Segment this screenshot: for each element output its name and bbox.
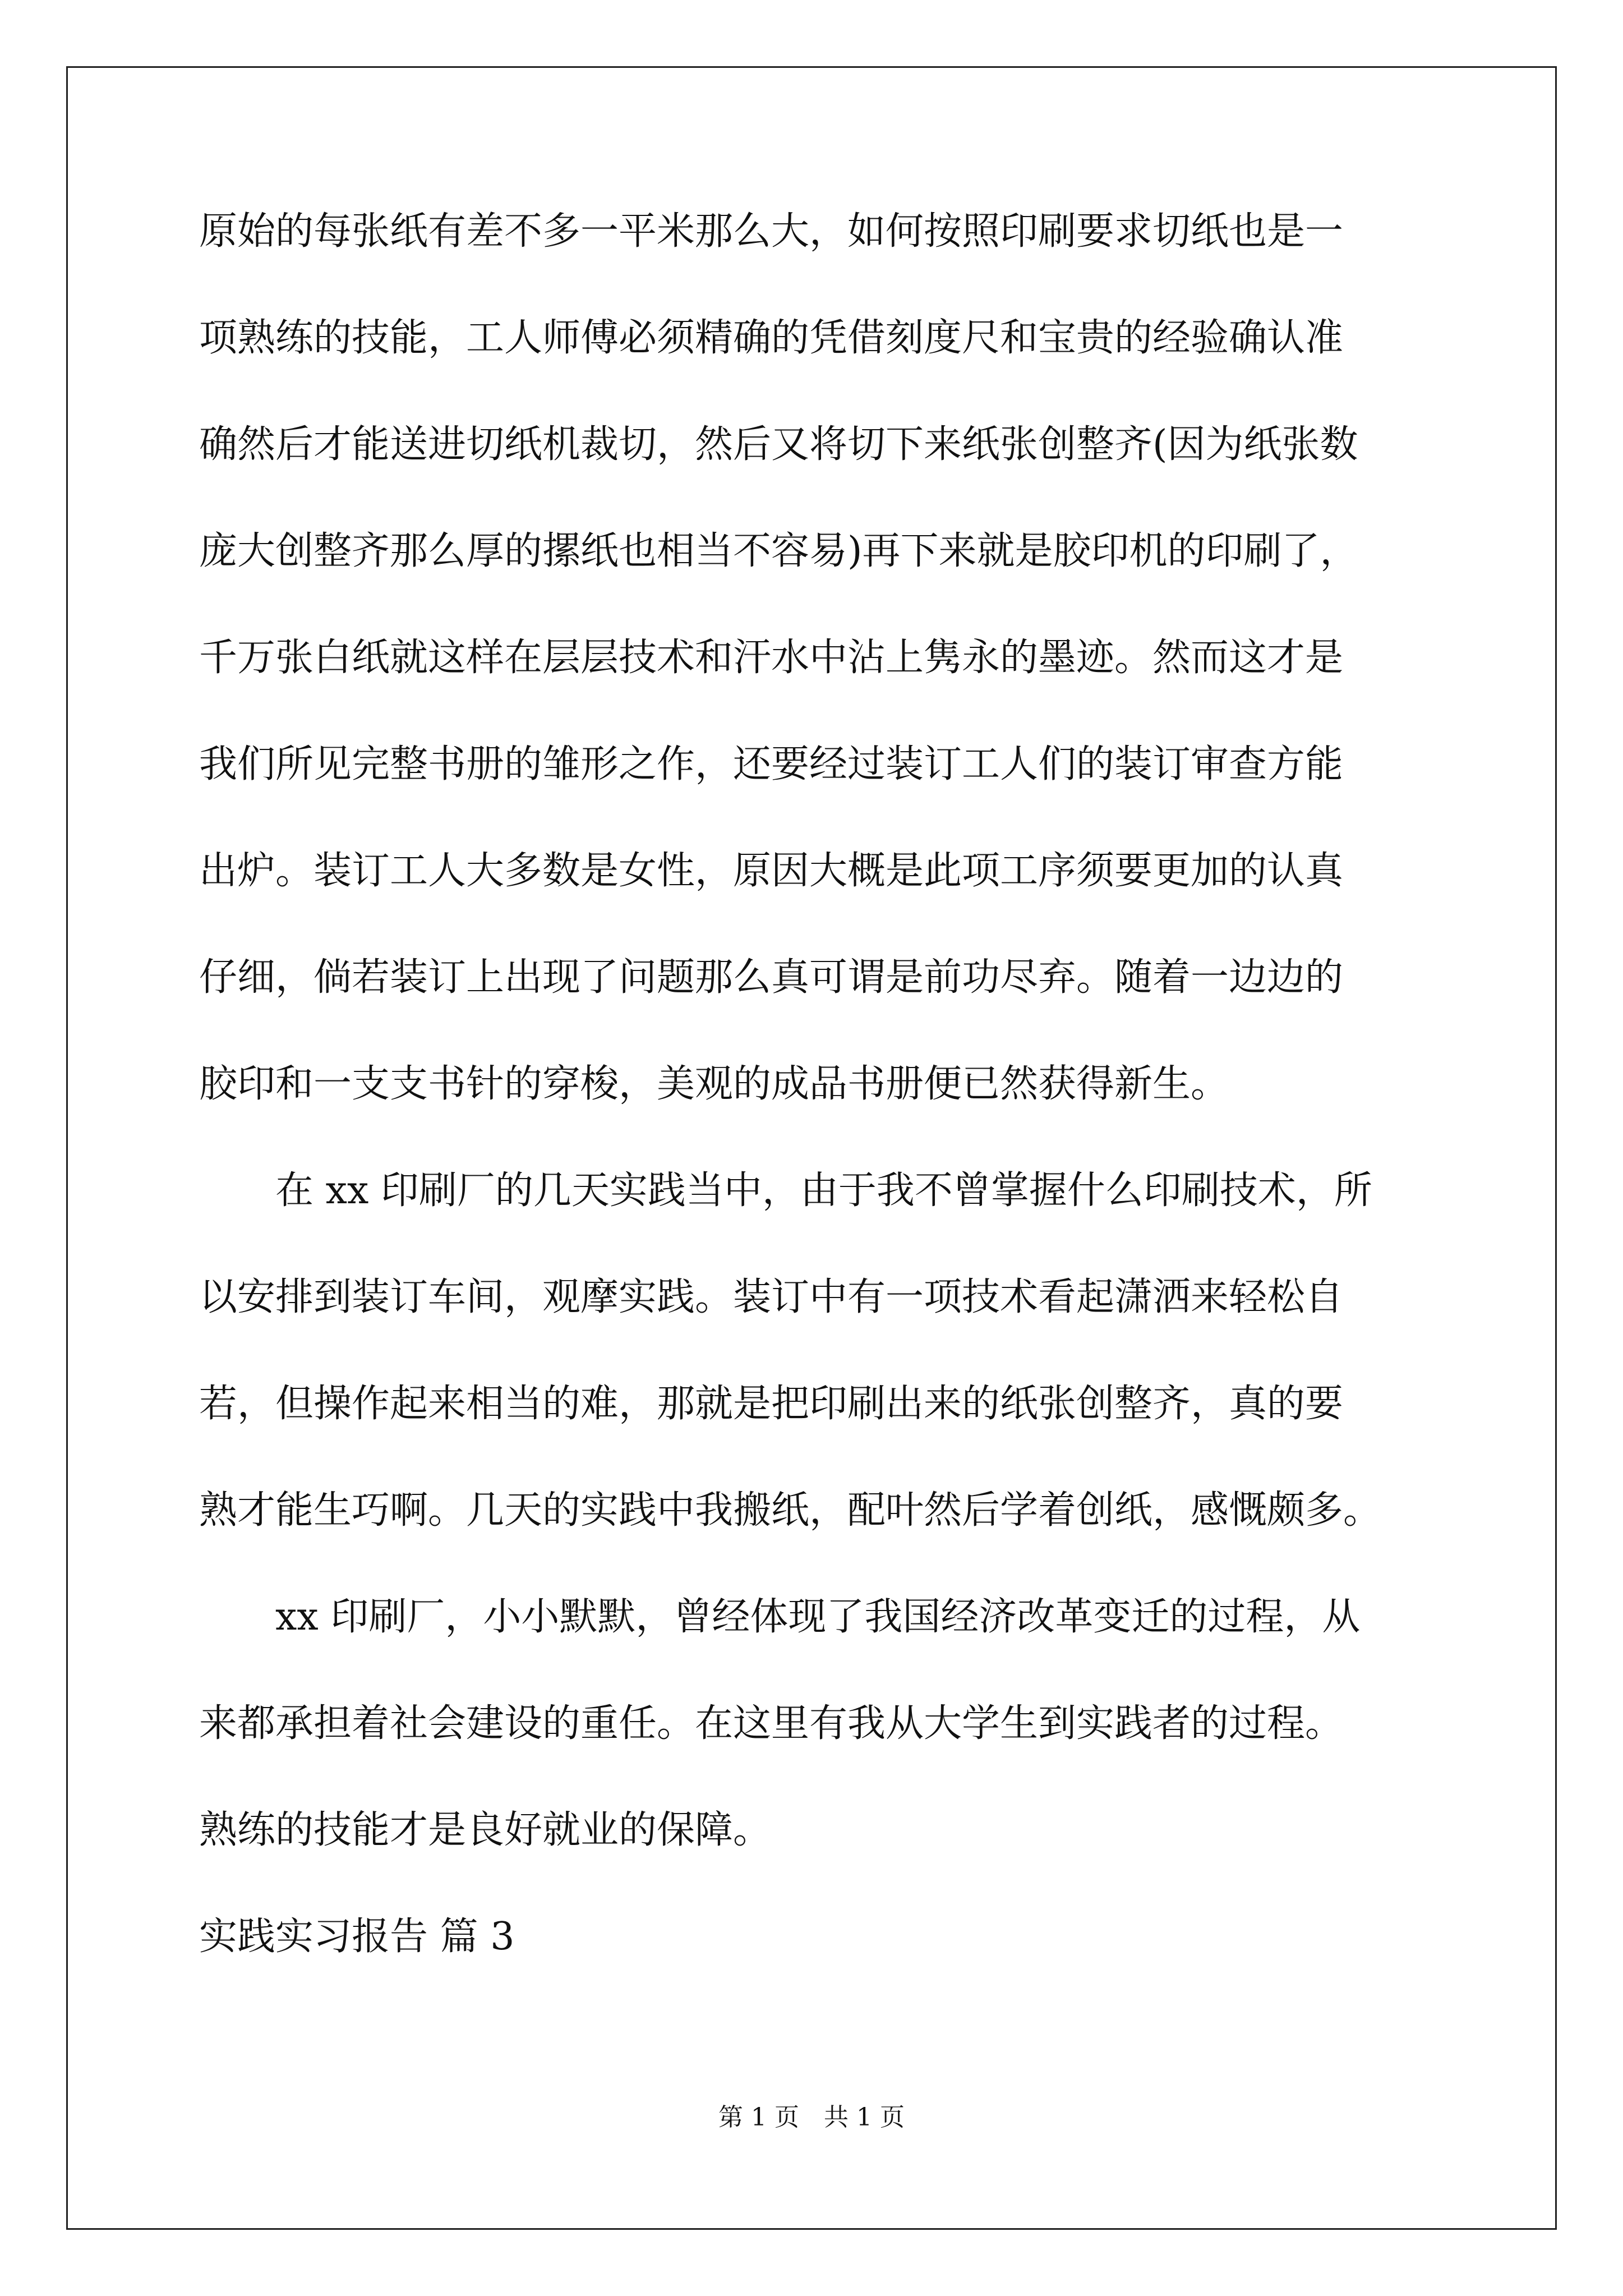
page-number-footer: 第 1 页 共 1 页 — [718, 2103, 905, 2132]
paragraph-line: 仔细，倘若装订上出现了问题那么真可谓是前功尽弃。随着一边边的 — [199, 955, 1344, 1000]
paragraph-line: 庞大创整齐那么厚的摞纸也相当不容易)再下来就是胶印机的印刷了， — [199, 529, 1358, 573]
paragraph-line: 项熟练的技能，工人师傅必须精确的凭借刻度尺和宝贵的经验确认准 — [199, 316, 1344, 360]
section-heading: 实践实习报告 篇 3 — [199, 1915, 515, 1959]
paragraph-line: 来都承担着社会建设的重任。在这里有我从大学生到实践者的过程。 — [199, 1701, 1344, 1746]
paragraph-line: 胶印和一支支书针的穿梭，美观的成品书册便已然获得新生。 — [199, 1062, 1229, 1106]
paragraph-line: 以安排到装订车间，观摩实践。装订中有一项技术看起潇洒来轻松自 — [199, 1275, 1344, 1319]
paragraph-line: 出炉。装订工人大多数是女性，原因大概是此项工序须要更加的认真 — [199, 849, 1344, 893]
paragraph-line: 确然后才能送进切纸机裁切，然后又将切下来纸张创整齐(因为纸张数 — [199, 422, 1358, 467]
paragraph-line: xx 印刷厂，小小默默，曾经体现了我国经济改革变迁的过程，从 — [275, 1595, 1361, 1639]
paragraph-line: 千万张白纸就这样在层层技术和汗水中沾上隽永的墨迹。然而这才是 — [199, 636, 1344, 680]
paragraph-line: 熟练的技能才是良好就业的保障。 — [199, 1808, 772, 1852]
paragraph-line: 在 xx 印刷厂的几天实践当中，由于我不曾掌握什么印刷技术，所 — [275, 1168, 1372, 1213]
paragraph-line: 熟才能生巧啊。几天的实践中我搬纸，配叶然后学着创纸，感慨颇多。 — [199, 1488, 1382, 1533]
paragraph-line: 我们所见完整书册的雏形之作，还要经过装订工人们的装订审查方能 — [199, 742, 1344, 786]
paragraph-line: 若，但操作起来相当的难，那就是把印刷出来的纸张创整齐，真的要 — [199, 1382, 1344, 1426]
document-body — [199, 178, 1427, 1990]
paragraph-line: 原始的每张纸有差不多一平米那么大，如何按照印刷要求切纸也是一 — [199, 209, 1344, 254]
